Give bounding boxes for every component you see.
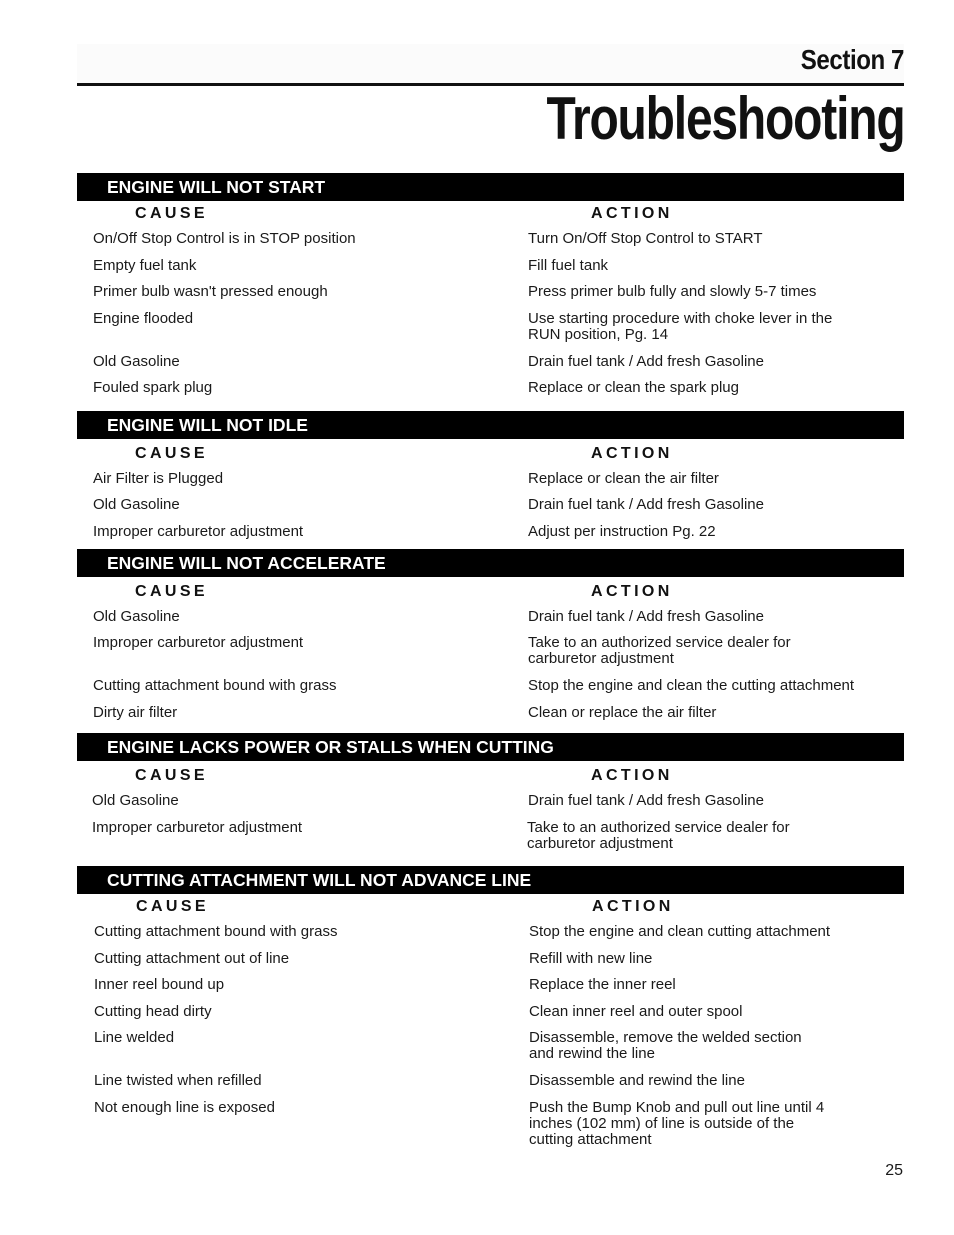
cause-cell: Old Gasoline	[93, 608, 180, 625]
section-bar-engine-lacks-power: ENGINE LACKS POWER OR STALLS WHEN CUTTING	[77, 733, 904, 761]
page-number: 25	[885, 1162, 903, 1179]
cause-cell: On/Off Stop Control is in STOP position	[93, 230, 356, 247]
cause-cell: Cutting attachment bound with grass	[94, 923, 338, 940]
cause-header: CAUSE	[135, 445, 209, 462]
action-cell: Push the Bump Knob and pull out line until 4 inches (102 mm) of line is outside of the cutting attachment	[529, 1099, 825, 1148]
cause-cell: Improper carburetor adjustment	[93, 523, 304, 540]
action-cell: Use starting procedure with choke lever in the RUN position, Pg. 14	[528, 310, 833, 343]
action-header: ACTION	[591, 583, 673, 600]
section-bar-engine-will-not-start: ENGINE WILL NOT START	[77, 173, 904, 201]
action-cell: Fill fuel tank	[528, 257, 609, 274]
action-cell: Replace or clean the spark plug	[528, 379, 739, 396]
action-cell: Take to an authorized service dealer for carburetor adjustment	[528, 634, 791, 667]
cause-cell: Line twisted when refilled	[94, 1072, 262, 1089]
cause-cell: Improper carburetor adjustment	[93, 634, 304, 651]
cause-cell: Engine flooded	[93, 310, 194, 327]
action-header: ACTION	[591, 445, 673, 462]
cause-cell: Improper carburetor adjustment	[92, 819, 303, 836]
action-cell: Disassemble, remove the welded section and rewind the line	[529, 1029, 802, 1062]
cause-header: CAUSE	[135, 767, 209, 784]
action-cell: Drain fuel tank / Add fresh Gasoline	[528, 496, 764, 513]
cause-header: CAUSE	[135, 205, 209, 222]
cause-cell: Old Gasoline	[93, 353, 180, 370]
cause-cell: Cutting head dirty	[94, 1003, 212, 1020]
section-bar-engine-will-not-accelerate: ENGINE WILL NOT ACCELERATE	[77, 549, 904, 577]
action-cell: Drain fuel tank / Add fresh Gasoline	[528, 353, 764, 370]
action-header: ACTION	[592, 898, 674, 915]
action-cell: Disassemble and rewind the line	[529, 1072, 745, 1089]
action-cell: Drain fuel tank / Add fresh Gasoline	[528, 608, 764, 625]
action-cell: Replace the inner reel	[529, 976, 676, 993]
action-cell: Turn On/Off Stop Control to START	[528, 230, 763, 247]
action-cell: Clean inner reel and outer spool	[529, 1003, 743, 1020]
cause-cell: Empty fuel tank	[93, 257, 197, 274]
action-cell: Press primer bulb fully and slowly 5-7 times	[528, 283, 817, 300]
action-cell: Stop the engine and clean cutting attachment	[529, 923, 831, 940]
cause-header: CAUSE	[136, 898, 210, 915]
action-cell: Clean or replace the air filter	[528, 704, 717, 721]
cause-cell: Air Filter is Plugged	[93, 470, 224, 487]
cause-header: CAUSE	[135, 583, 209, 600]
cause-cell: Inner reel bound up	[94, 976, 225, 993]
action-cell: Drain fuel tank / Add fresh Gasoline	[528, 792, 764, 809]
header-band	[77, 44, 904, 84]
action-cell: Adjust per instruction Pg. 22	[528, 523, 716, 540]
section-label: Section 7	[800, 44, 904, 75]
action-cell: Replace or clean the air filter	[528, 470, 719, 487]
action-header: ACTION	[591, 767, 673, 784]
cause-cell: Dirty air filter	[93, 704, 178, 721]
action-header: ACTION	[591, 205, 673, 222]
cause-cell: Cutting attachment bound with grass	[93, 677, 337, 694]
cause-cell: Primer bulb wasn't pressed enough	[93, 283, 328, 300]
cause-cell: Cutting attachment out of line	[94, 950, 290, 967]
section-bar-engine-will-not-idle: ENGINE WILL NOT IDLE	[77, 411, 904, 439]
cause-cell: Line welded	[94, 1029, 175, 1046]
section-bar-cutting-attachment: CUTTING ATTACHMENT WILL NOT ADVANCE LINE	[77, 866, 904, 894]
action-cell: Refill with new line	[529, 950, 653, 967]
cause-cell: Fouled spark plug	[93, 379, 213, 396]
cause-cell: Old Gasoline	[93, 496, 180, 513]
cause-cell: Old Gasoline	[92, 792, 179, 809]
action-cell: Stop the engine and clean the cutting attachment	[528, 677, 855, 694]
cause-cell: Not enough line is exposed	[94, 1099, 275, 1116]
action-cell: Take to an authorized service dealer for carburetor adjustment	[527, 819, 790, 852]
page-title: Troubleshooting	[546, 85, 904, 152]
